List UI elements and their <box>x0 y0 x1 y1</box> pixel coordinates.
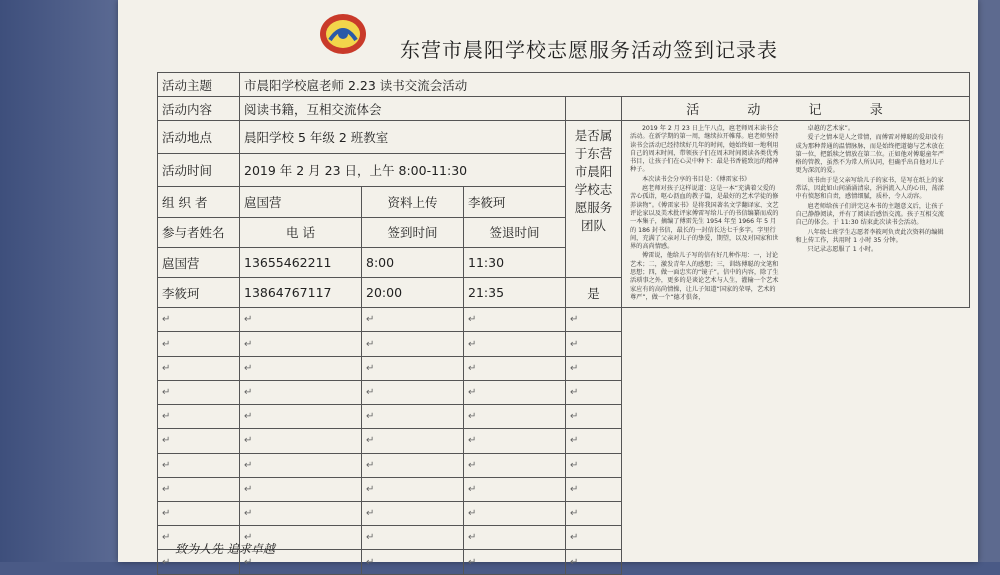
empty-table-row <box>158 332 970 356</box>
empty-cell: ↵ <box>566 526 622 550</box>
record-paragraph: 该书由于是父亲写给儿子的家书，是写在纸上的家常话，因此如山间涌涌清泉，涓涓流入人的心田，荡漾中有愤怒和自责，感情细腻，质朴，令人动容。 <box>795 176 944 201</box>
school-logo-icon <box>318 12 368 58</box>
empty-cell: ↵ <box>158 477 240 501</box>
upload-value: 李筱珂 <box>464 187 566 217</box>
empty-cell: ↵ <box>464 380 566 404</box>
record-paragraph: 扈老师给孩子们讲完这本书的主题意义后，让孩子自己静静阅读，并有了阅读后感悟交流。孩子互相交流自己的体会。于 11:30 结束此次读书会活动。 <box>795 202 944 227</box>
theme-label: 活动主题 <box>158 73 240 97</box>
empty-cell: ↵ <box>464 429 566 453</box>
empty-cell: ↵ <box>362 308 464 332</box>
school-motto: 致为人先 追求卓越 <box>175 542 275 556</box>
empty-cell: ↵ <box>240 477 362 501</box>
volunteer-team-label: 是否属于东营市晨阳学校志愿服务团队 <box>566 121 622 278</box>
empty-cell: ↵ <box>362 477 464 501</box>
empty-cell: ↵ <box>362 332 464 356</box>
empty-cell: ↵ <box>464 477 566 501</box>
empty-table-row <box>158 405 970 429</box>
participant-name: 扈国营 <box>158 247 240 277</box>
empty-table-row <box>158 501 970 525</box>
empty-cell: ↵ <box>240 429 362 453</box>
empty-cell: ↵ <box>566 477 622 501</box>
empty-cell: ↵ <box>464 405 566 429</box>
empty-cell: ↵ <box>158 356 240 380</box>
empty-cell: ↵ <box>362 453 464 477</box>
empty-cell: ↵ <box>566 453 622 477</box>
organizer-label: 组 织 者 <box>158 187 240 217</box>
empty-cell: ↵ <box>566 501 622 525</box>
empty-cell: ↵ <box>362 526 464 550</box>
record-paragraph: 只记录志愿服了 1 小时。 <box>807 246 878 254</box>
empty-cell: ↵ <box>362 550 464 574</box>
empty-cell: ↵ <box>158 526 240 550</box>
empty-cell: ↵ <box>240 332 362 356</box>
location-value: 晨阳学校 5 年级 2 班教室 <box>240 121 566 154</box>
sign-in-table <box>157 72 970 575</box>
empty-cell: ↵ <box>566 380 622 404</box>
empty-cell: ↵ <box>464 332 566 356</box>
time-label: 活动时间 <box>158 154 240 187</box>
empty-cell: ↵ <box>240 501 362 525</box>
empty-cell: ↵ <box>158 332 240 356</box>
record-paragraph: 扈老师对孩子这样说道：这是一本“充满着父爱的苦心孤诣，呕心沥血的教子篇，是最好的艺术学徒的修养读物”。《傅雷家书》是将我国著名文学翻译家、文艺评论家以及美术批评家傅雷写给儿子的书信编纂而成的一本集子，摘编了傅雷先生 1954 年至 1966 年 5 月的 186 封书信，最长的一封信长达七千多字。字里行间，充满了父亲对儿子的挚爱，期望，以及对国家和世界的高尚情感。 <box>630 185 779 251</box>
record-paragraph: 卓越的艺术家”。 <box>807 125 855 132</box>
signout-header: 签退时间 <box>464 217 566 247</box>
empty-table-row <box>158 477 970 501</box>
content-label: 活动内容 <box>158 97 240 121</box>
empty-cell: ↵ <box>240 380 362 404</box>
empty-table-row <box>158 380 970 404</box>
empty-table-row <box>158 526 970 550</box>
theme-value: 市晨阳学校扈老师 2.23 读书交流会活动 <box>240 73 970 97</box>
participant-signout: 21:35 <box>464 278 566 308</box>
participant-phone: 13655462211 <box>240 247 362 277</box>
page-title: 东营市晨阳学校志愿服务活动签到记录表 <box>400 38 778 62</box>
record-column-left <box>630 125 779 303</box>
phone-header: 电 话 <box>240 217 362 247</box>
participant-name: 李筱珂 <box>158 278 240 308</box>
signin-header: 签到时间 <box>362 217 464 247</box>
empty-cell: ↵ <box>158 308 240 332</box>
empty-table-row <box>158 453 970 477</box>
empty-cell: ↵ <box>464 501 566 525</box>
record-column-right <box>796 125 945 255</box>
empty-cell: ↵ <box>566 429 622 453</box>
record-paragraph: 本次读书会分享的书目是：《傅雷家书》 <box>642 175 751 183</box>
empty-cell: ↵ <box>240 405 362 429</box>
empty-table-row <box>158 550 970 574</box>
record-paragraph: 傅雷说，他给儿子写的信有好几种作用：一，讨论艺术；二，激发青年人的感想；三，训练傅聪的文笔和思想；四，做一面忠实的“镜子”。信中的内容，除了生活琐事之外，更多的是谈论艺术与人生，灌输一个艺术家应有的高尚情操，让儿子知道“国家的荣辱，艺术的尊严”，做一个“德才俱备， <box>630 252 779 301</box>
empty-cell: ↵ <box>158 380 240 404</box>
empty-cell: ↵ <box>464 308 566 332</box>
empty-table-row <box>158 356 970 380</box>
empty-table-row <box>158 429 970 453</box>
empty-cell: ↵ <box>566 332 622 356</box>
organizer-value: 扈国营 <box>240 187 362 217</box>
empty-cell: ↵ <box>158 501 240 525</box>
empty-cell: ↵ <box>362 405 464 429</box>
empty-cell: ↵ <box>566 356 622 380</box>
empty-cell <box>566 97 622 121</box>
participant-signin: 20:00 <box>362 278 464 308</box>
record-paragraph: 爱子之情本是人之常情，而傅雷对傅聪的爱却没有成为那种普通的温情脉脉，而是始终把道德与艺术放在第一位，把舐犊之情放在第二位。正如他对傅聪童年严格的管教，虽然不为常人所认同，但确乎出自他对儿子更为深沉的爱。 <box>795 134 944 175</box>
empty-cell: ↵ <box>464 526 566 550</box>
empty-cell: ↵ <box>566 550 622 574</box>
empty-cell: ↵ <box>240 453 362 477</box>
record-paragraph: 八年级七班学生志愿者李筱珂负责此次资料的编辑和上传工作，共用时 1 小时 35 分钟。 <box>795 228 944 244</box>
empty-cell: ↵ <box>464 453 566 477</box>
empty-cell: ↵ <box>362 356 464 380</box>
participant-signout: 11:30 <box>464 247 566 277</box>
upload-label: 资料上传 <box>362 187 464 217</box>
empty-cell: ↵ <box>240 308 362 332</box>
empty-cell: ↵ <box>566 405 622 429</box>
record-paragraph: 2019 年 2 月 23 日上午八点，扈老师周末读书会活动。在新学期的第一周，继续拉开帷幕。扈老师坚持读书会活动已经持续好几年的时间，她始终如一地利用自己的周末时间，带领孩子们在周末时间阅读各类优秀书目，让孩子们在心灵中种下：最是书香能致远的精神种子。 <box>630 125 779 174</box>
activity-record <box>622 121 970 308</box>
participant-phone: 13864767117 <box>240 278 362 308</box>
empty-cell: ↵ <box>158 429 240 453</box>
participant-name-header: 参与者姓名 <box>158 217 240 247</box>
participant-member: 是 <box>566 278 622 308</box>
record-heading: 活 动 记 录 <box>622 97 970 121</box>
empty-cell: ↵ <box>464 550 566 574</box>
empty-cell: ↵ <box>158 453 240 477</box>
participant-signin: 8:00 <box>362 247 464 277</box>
empty-cell: ↵ <box>362 429 464 453</box>
empty-cell: ↵ <box>240 526 362 550</box>
empty-cell: ↵ <box>362 380 464 404</box>
empty-cell: ↵ <box>464 356 566 380</box>
empty-cell: ↵ <box>566 308 622 332</box>
empty-cell: ↵ <box>362 501 464 525</box>
time-value: 2019 年 2 月 23 日，上午 8:00-11:30 <box>240 154 566 187</box>
empty-cell: ↵ <box>240 356 362 380</box>
empty-cell: ↵ <box>158 405 240 429</box>
empty-cell: ↵ <box>240 550 362 574</box>
location-label: 活动地点 <box>158 121 240 154</box>
empty-table-row <box>158 308 970 332</box>
empty-cell: ↵ <box>158 550 240 574</box>
content-value: 阅读书籍，互相交流体会 <box>240 97 566 121</box>
monitor-bezel-left <box>0 0 120 562</box>
